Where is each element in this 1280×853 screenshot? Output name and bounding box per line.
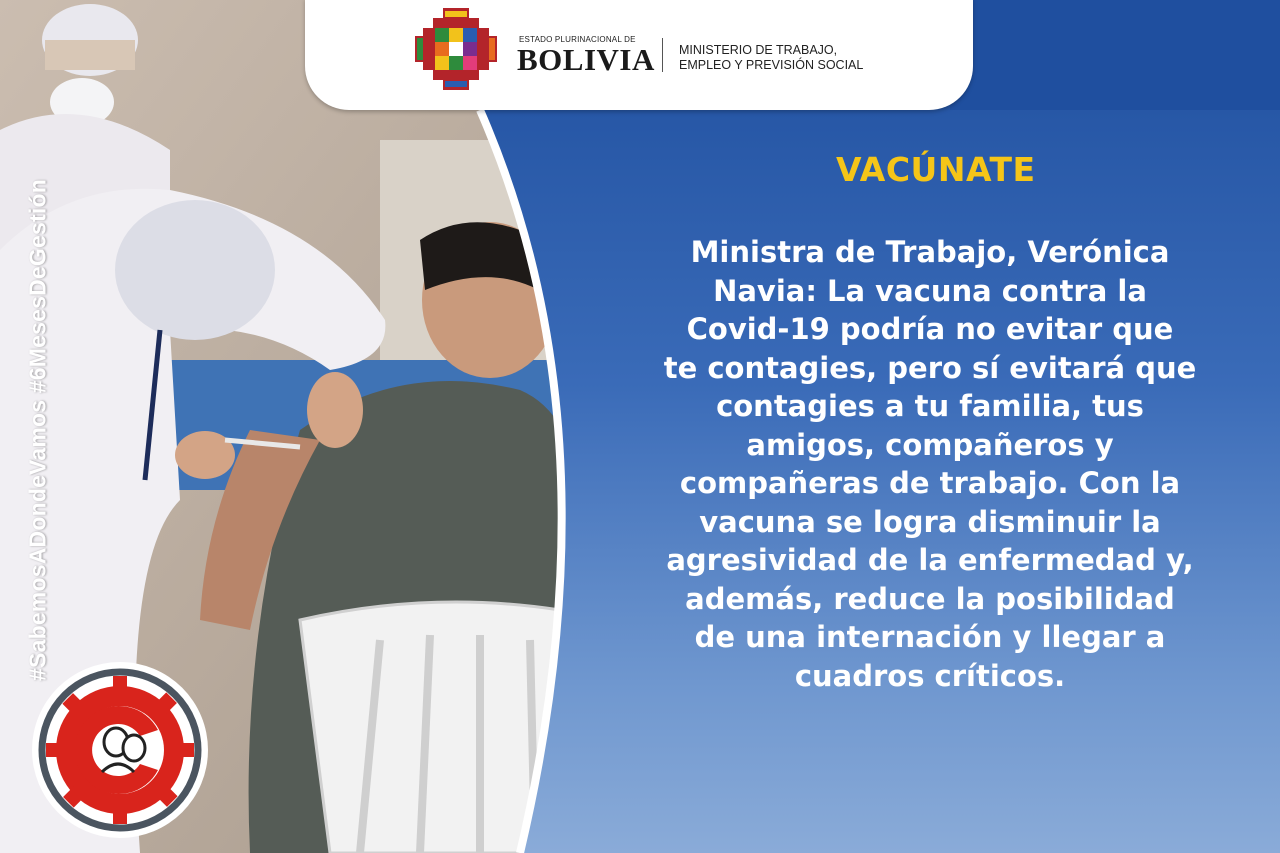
chakana-emblem-icon [415, 8, 497, 90]
ministry-name [679, 43, 899, 73]
ministry-gear-logo-icon [30, 660, 210, 840]
ministry-line-1: MINISTERIO DE TRABAJO, [679, 43, 838, 57]
headline: VACÚNATE [836, 150, 1036, 189]
state-label-small: ESTADO PLURINACIONAL DE [519, 35, 636, 44]
hashtag-text: #SabemosADondeVamos #6MesesDeGestión [24, 179, 51, 681]
state-name: BOLIVIA [517, 42, 655, 77]
header-panel [305, 0, 973, 110]
body-text: Ministra de Trabajo, Verónica Navia: La vacuna contra la Covid-19 podría no evitar que te contagies, pero sí evitará que contagies a tu familia, tus amigos, compañeros y compañeras de trabajo. Con la vacuna se logra disminuir la agresividad de la enfermedad y, además, reduce la posibilidad de una internación y llegar a cuadros críticos. [663, 235, 1197, 693]
ministry-line-2: EMPLEO Y PREVISIÓN SOCIAL [679, 58, 864, 72]
header-divider [662, 38, 663, 72]
header-backdrop [950, 0, 1280, 110]
